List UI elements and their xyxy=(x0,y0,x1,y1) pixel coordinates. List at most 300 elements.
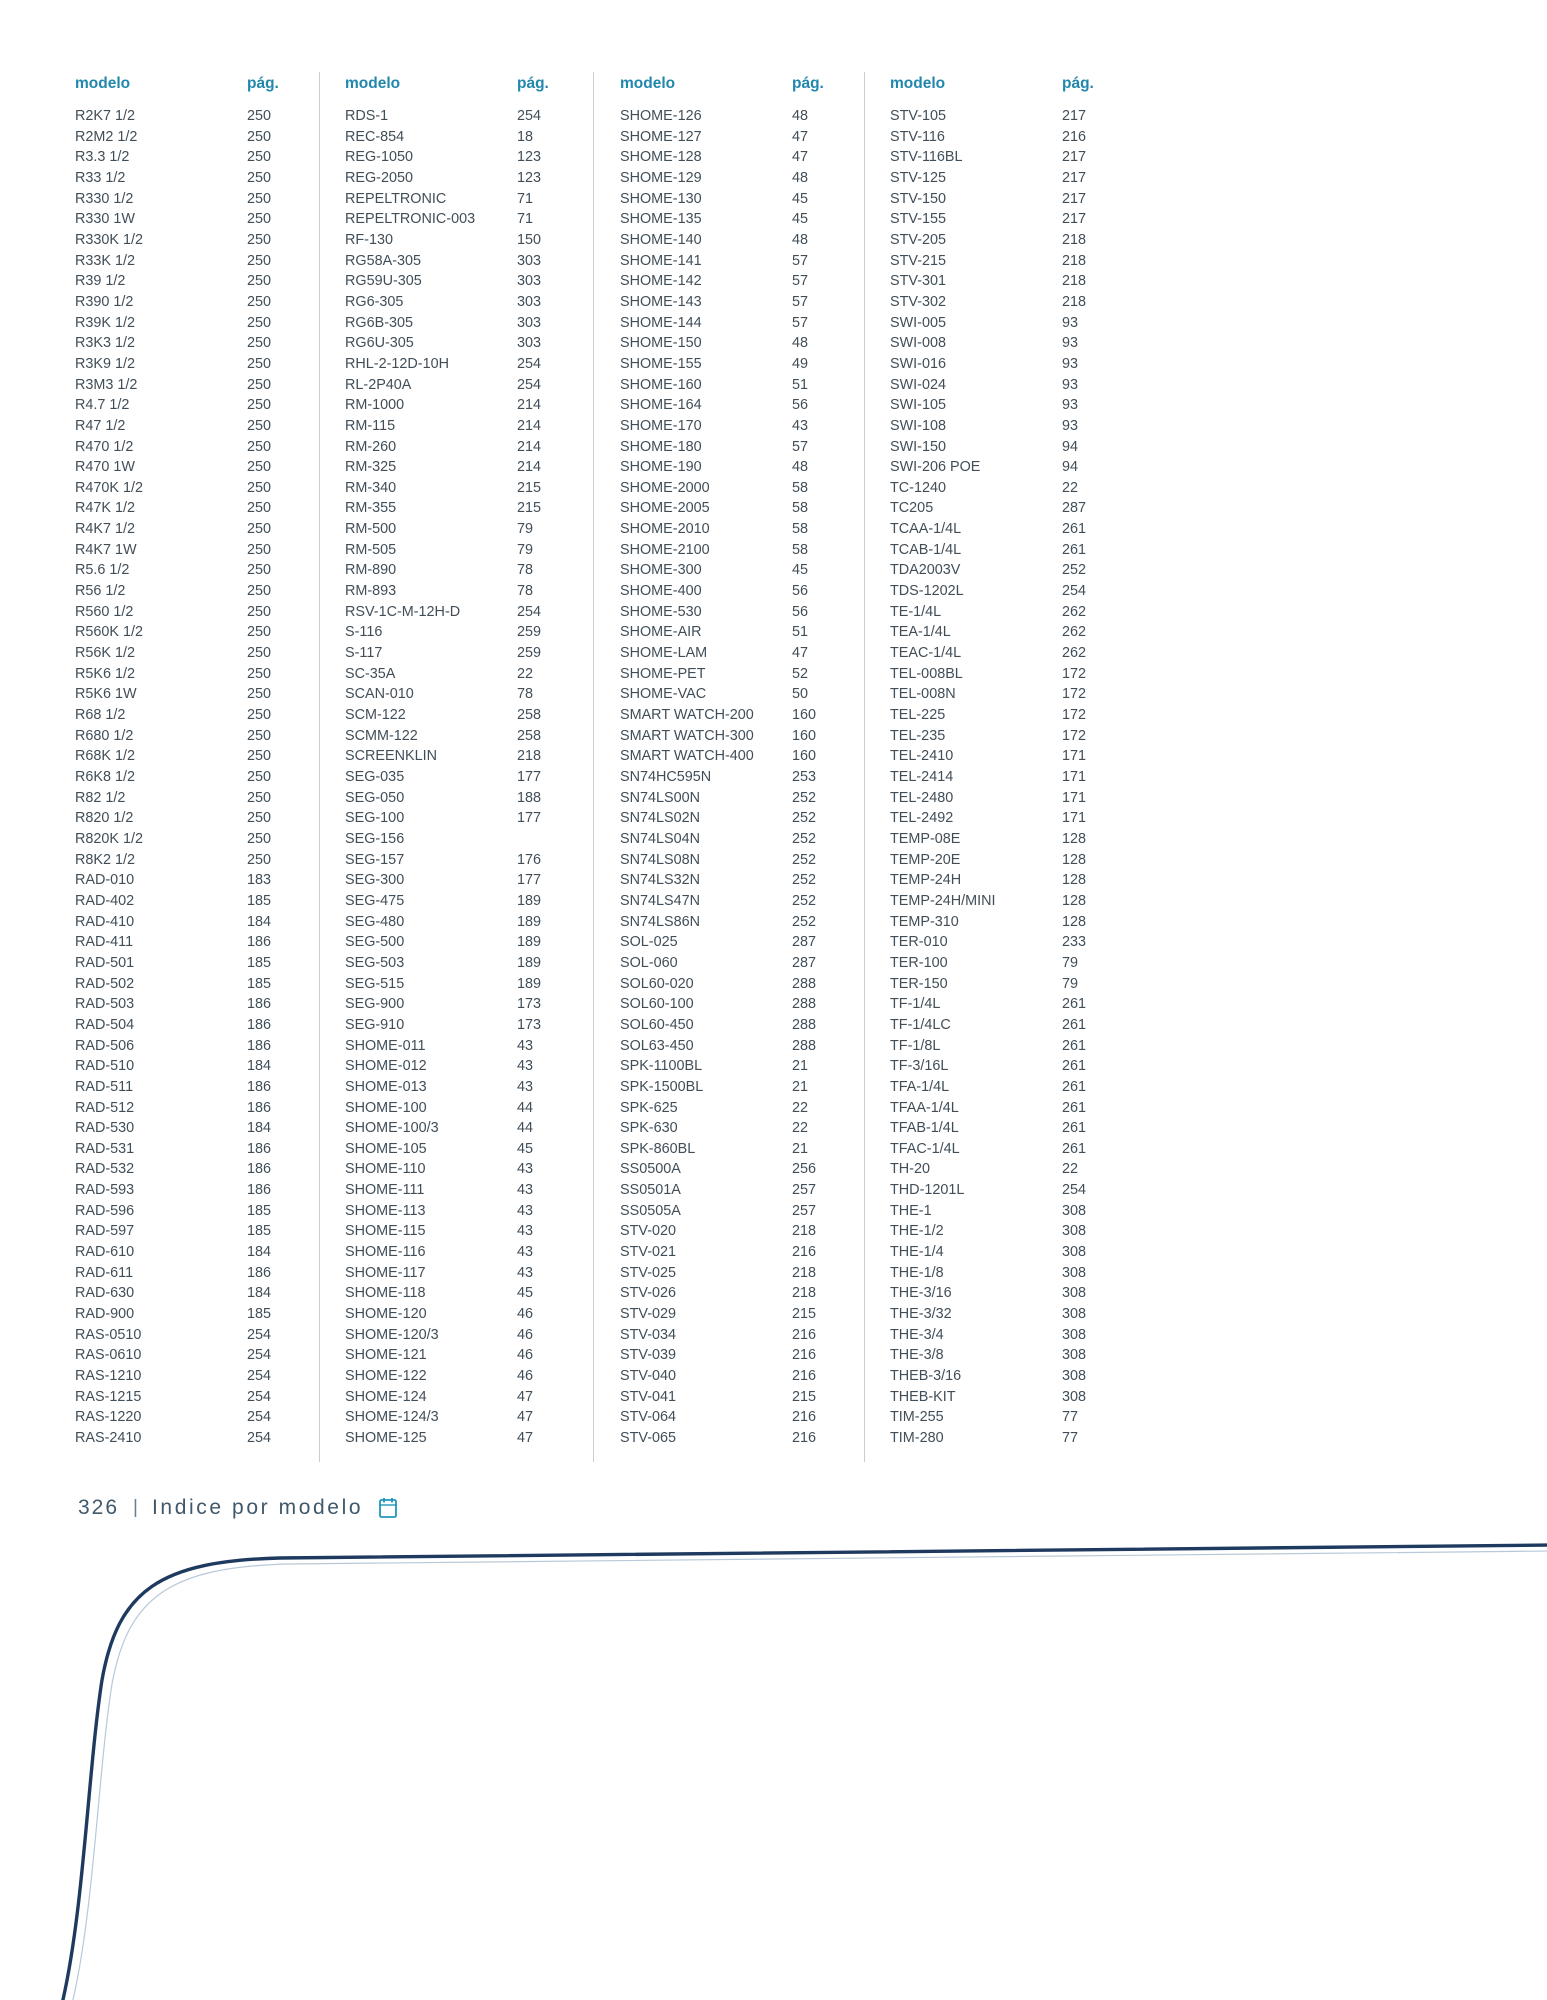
model-label: TEL-008N xyxy=(890,686,956,703)
page-ref: 250 xyxy=(247,645,272,662)
model-label: R470 1W xyxy=(75,459,135,476)
model-label: TF-1/8L xyxy=(890,1037,941,1054)
model-label: SEG-480 xyxy=(345,913,405,930)
index-row xyxy=(75,850,333,871)
model-label: RAD-512 xyxy=(75,1099,135,1116)
index-row xyxy=(620,684,878,705)
model-label: STV-065 xyxy=(620,1430,676,1446)
index-row xyxy=(345,705,603,726)
model-label: SC-35A xyxy=(345,665,396,682)
index-row xyxy=(345,560,603,581)
page-ref: 287 xyxy=(1062,500,1087,517)
index-row xyxy=(75,251,333,272)
model-label: R560K 1/2 xyxy=(75,624,144,641)
model-label: SWI-024 xyxy=(890,376,946,393)
model-label: RAD-597 xyxy=(75,1223,135,1240)
page-ref: 184 xyxy=(247,1285,272,1302)
model-label: SCMM-122 xyxy=(345,727,418,744)
model-label: SOL-060 xyxy=(620,954,678,971)
model-label: RAD-510 xyxy=(75,1058,135,1075)
page-ref: 173 xyxy=(517,996,542,1013)
model-label: R4.7 1/2 xyxy=(75,397,130,414)
model-label: SMART WATCH-400 xyxy=(620,748,754,765)
page-ref: 173 xyxy=(517,1016,542,1033)
index-row xyxy=(75,1242,333,1263)
page-ref: 218 xyxy=(1062,293,1087,310)
index-row xyxy=(345,912,603,933)
page-ref: 43 xyxy=(517,1264,534,1281)
header-modelo: modelo xyxy=(345,75,401,92)
page-ref: 250 xyxy=(247,541,272,558)
index-row xyxy=(345,292,603,313)
page-ref: 186 xyxy=(247,1264,272,1281)
model-label: R330 1/2 xyxy=(75,190,134,207)
index-book-icon xyxy=(377,1496,399,1520)
page-ref: 171 xyxy=(1062,810,1087,827)
page-ref: 288 xyxy=(792,996,817,1013)
page-ref: 214 xyxy=(517,417,542,434)
index-row xyxy=(345,457,603,478)
index-row xyxy=(75,684,333,705)
page-ref: 48 xyxy=(792,335,809,352)
model-label: R820K 1/2 xyxy=(75,830,144,847)
model-label: SCAN-010 xyxy=(345,686,414,703)
page-ref: 184 xyxy=(247,1244,272,1261)
model-label: R2K7 1/2 xyxy=(75,108,136,124)
model-label: SHOME-117 xyxy=(345,1264,426,1281)
index-row xyxy=(345,974,603,995)
index-rows xyxy=(620,106,878,1449)
model-label: SOL-025 xyxy=(620,934,678,951)
model-label: SS0505A xyxy=(620,1202,681,1219)
index-row xyxy=(890,932,1148,953)
page-ref: 18 xyxy=(517,128,534,145)
model-label: RG6-305 xyxy=(345,293,404,310)
page-ref: 308 xyxy=(1062,1285,1087,1302)
page-ref: 261 xyxy=(1062,1099,1087,1116)
index-row xyxy=(890,726,1148,747)
model-label: STV-116BL xyxy=(890,149,963,166)
index-row xyxy=(890,1180,1148,1201)
index-row xyxy=(75,808,333,829)
index-row xyxy=(75,643,333,664)
page-ref: 216 xyxy=(792,1326,817,1343)
header-pag: pág. xyxy=(1062,75,1094,92)
model-label: RG6B-305 xyxy=(345,314,413,331)
model-label: SHOME-2000 xyxy=(620,479,710,496)
page-ref: 308 xyxy=(1062,1388,1087,1405)
page-ref: 261 xyxy=(1062,1016,1087,1033)
index-row xyxy=(890,127,1148,148)
page-ref: 186 xyxy=(247,1140,272,1157)
model-label: RDS-1 xyxy=(345,108,389,124)
model-label: RAD-411 xyxy=(75,934,134,951)
model-label: RAD-502 xyxy=(75,975,135,992)
index-row xyxy=(620,395,878,416)
page-ref: 128 xyxy=(1062,872,1087,889)
page-ref: 150 xyxy=(517,231,542,248)
model-label: R3K3 1/2 xyxy=(75,335,136,352)
model-label: RAD-410 xyxy=(75,913,135,930)
page-ref: 250 xyxy=(247,769,272,785)
index-row xyxy=(345,230,603,251)
page-ref: 258 xyxy=(517,707,542,724)
model-label: R5K6 1/2 xyxy=(75,665,136,682)
model-label: SHOME-LAM xyxy=(620,645,708,662)
page-ref: 189 xyxy=(517,954,542,971)
page-ref: 57 xyxy=(792,438,809,455)
index-row xyxy=(890,1428,1148,1449)
index-row xyxy=(75,147,333,168)
page-ref: 93 xyxy=(1062,335,1079,352)
model-label: R3.3 1/2 xyxy=(75,149,130,166)
page-ref: 93 xyxy=(1062,397,1079,414)
model-label: SHOME-160 xyxy=(620,376,702,393)
page-ref: 215 xyxy=(517,500,542,517)
page-ref: 44 xyxy=(517,1120,534,1137)
page-ref: 288 xyxy=(792,1016,817,1033)
index-row xyxy=(75,457,333,478)
index-row xyxy=(620,498,878,519)
page-ref: 250 xyxy=(247,851,272,868)
index-row xyxy=(75,189,333,210)
model-label: R680 1/2 xyxy=(75,727,134,744)
model-label: RM-340 xyxy=(345,479,397,496)
index-row xyxy=(890,808,1148,829)
page-ref: 254 xyxy=(517,108,542,124)
index-row xyxy=(620,437,878,458)
model-label: TEMP-310 xyxy=(890,913,959,930)
page-ref: 218 xyxy=(792,1285,817,1302)
model-label: R820 1/2 xyxy=(75,810,134,827)
model-label: R2M2 1/2 xyxy=(75,128,138,145)
page-ref: 22 xyxy=(1062,1161,1079,1178)
page-ref: 250 xyxy=(247,355,272,372)
index-row xyxy=(890,953,1148,974)
index-row xyxy=(890,1221,1148,1242)
index-row xyxy=(890,643,1148,664)
model-label: STV-205 xyxy=(890,231,946,248)
model-label: TEL-2414 xyxy=(890,769,954,785)
page-ref: 254 xyxy=(247,1430,272,1446)
model-label: RAD-630 xyxy=(75,1285,135,1302)
index-row xyxy=(75,746,333,767)
model-label: RAS-2410 xyxy=(75,1430,142,1446)
model-label: TE-1/4L xyxy=(890,603,942,620)
model-label: TER-150 xyxy=(890,975,948,992)
index-row xyxy=(890,271,1148,292)
page-ref: 303 xyxy=(517,293,542,310)
page-ref: 250 xyxy=(247,252,272,269)
index-row xyxy=(345,1159,603,1180)
model-label: SHOME-AIR xyxy=(620,624,702,641)
index-column-4 xyxy=(890,74,1148,1449)
index-row xyxy=(345,1283,603,1304)
model-label: SHOME-164 xyxy=(620,397,702,414)
index-row xyxy=(620,1159,878,1180)
model-label: TEL-235 xyxy=(890,727,946,744)
index-row xyxy=(890,1263,1148,1284)
model-label: R6K8 1/2 xyxy=(75,769,136,785)
model-label: SEG-300 xyxy=(345,872,405,889)
index-row xyxy=(620,932,878,953)
page-ref: 58 xyxy=(792,521,809,538)
index-row xyxy=(345,602,603,623)
model-label: RAD-593 xyxy=(75,1182,135,1199)
index-row xyxy=(890,251,1148,272)
index-row xyxy=(345,953,603,974)
model-label: TDA2003V xyxy=(890,562,961,579)
index-row xyxy=(345,375,603,396)
index-row xyxy=(345,870,603,891)
index-row xyxy=(890,498,1148,519)
index-row xyxy=(75,1325,333,1346)
page-ref: 43 xyxy=(517,1161,534,1178)
model-label: S-117 xyxy=(345,645,383,662)
page-ref: 308 xyxy=(1062,1223,1087,1240)
index-row xyxy=(75,788,333,809)
page-ref: 218 xyxy=(1062,252,1087,269)
model-label: STV-125 xyxy=(890,169,946,186)
page-ref: 186 xyxy=(247,996,272,1013)
page-ref: 250 xyxy=(247,830,272,847)
page-ref: 171 xyxy=(1062,789,1087,806)
model-label: TEMP-08E xyxy=(890,830,961,847)
index-row xyxy=(345,932,603,953)
index-row xyxy=(620,602,878,623)
model-label: THE-1/4 xyxy=(890,1244,944,1261)
page-ref: 51 xyxy=(792,376,809,393)
index-row xyxy=(620,230,878,251)
index-row xyxy=(890,168,1148,189)
page-ref: 216 xyxy=(1062,128,1087,145)
index-row xyxy=(890,457,1148,478)
page-ref: 258 xyxy=(517,727,542,744)
page-ref: 250 xyxy=(247,624,272,641)
page-ref: 216 xyxy=(792,1244,817,1261)
page-ref: 250 xyxy=(247,128,272,145)
index-row xyxy=(75,602,333,623)
index-row xyxy=(890,560,1148,581)
page-ref: 253 xyxy=(792,769,817,785)
index-row xyxy=(75,726,333,747)
page-ref: 189 xyxy=(517,913,542,930)
model-label: R68 1/2 xyxy=(75,707,126,724)
model-label: SHOME-127 xyxy=(620,128,702,145)
header-pag: pág. xyxy=(247,75,279,92)
model-label: STV-034 xyxy=(620,1326,676,1343)
page-ref: 288 xyxy=(792,975,817,992)
index-row xyxy=(75,1263,333,1284)
index-row xyxy=(345,147,603,168)
page-ref: 186 xyxy=(247,934,272,951)
index-row xyxy=(620,1139,878,1160)
page-ref: 186 xyxy=(247,1099,272,1116)
index-row xyxy=(345,1056,603,1077)
page-ref: 250 xyxy=(247,562,272,579)
index-row xyxy=(620,519,878,540)
index-row xyxy=(620,581,878,602)
page-ref: 58 xyxy=(792,500,809,517)
page-ref: 78 xyxy=(517,562,534,579)
index-row xyxy=(75,168,333,189)
index-row xyxy=(890,602,1148,623)
model-label: THE-3/32 xyxy=(890,1306,952,1323)
index-row xyxy=(890,788,1148,809)
page-ref: 189 xyxy=(517,975,542,992)
index-row xyxy=(890,1345,1148,1366)
model-label: TF-1/4LC xyxy=(890,1016,951,1033)
model-label: R390 1/2 xyxy=(75,293,134,310)
model-label: TIM-280 xyxy=(890,1430,944,1446)
index-row xyxy=(620,994,878,1015)
model-label: SN74LS47N xyxy=(620,892,700,909)
model-label: SHOME-180 xyxy=(620,438,702,455)
page-ref: 308 xyxy=(1062,1306,1087,1323)
page-ref: 172 xyxy=(1062,707,1087,724)
model-label: SHOME-118 xyxy=(345,1285,426,1302)
model-label: SHOME-170 xyxy=(620,417,702,434)
index-row xyxy=(620,375,878,396)
model-label: SPK-1100BL xyxy=(620,1058,703,1075)
page-ref: 56 xyxy=(792,603,809,620)
page-ref: 308 xyxy=(1062,1202,1087,1219)
index-row xyxy=(75,581,333,602)
model-label: TFA-1/4L xyxy=(890,1078,950,1095)
page-ref: 252 xyxy=(792,810,817,827)
model-label: REPELTRONIC-003 xyxy=(345,211,476,228)
index-row xyxy=(890,437,1148,458)
model-label: THE-1/8 xyxy=(890,1264,944,1281)
index-row xyxy=(620,271,878,292)
index-row xyxy=(75,1180,333,1201)
index-row xyxy=(890,478,1148,499)
model-label: SN74LS00N xyxy=(620,789,700,806)
index-row xyxy=(620,251,878,272)
model-label: SHOME-135 xyxy=(620,211,702,228)
page-ref: 233 xyxy=(1062,934,1087,951)
index-row xyxy=(620,560,878,581)
page-ref: 172 xyxy=(1062,686,1087,703)
index-row xyxy=(890,829,1148,850)
model-label: TF-3/16L xyxy=(890,1058,949,1075)
model-label: RM-325 xyxy=(345,459,397,476)
model-label: SHOME-2010 xyxy=(620,521,710,538)
index-row xyxy=(75,870,333,891)
model-label: SHOME-115 xyxy=(345,1223,426,1240)
model-label: SHOME-155 xyxy=(620,355,702,372)
page-ref: 261 xyxy=(1062,1120,1087,1137)
model-label: SN74LS86N xyxy=(620,913,700,930)
page-ref: 250 xyxy=(247,169,272,186)
index-row xyxy=(890,1304,1148,1325)
index-row xyxy=(75,767,333,788)
page-ref: 57 xyxy=(792,273,809,290)
index-row xyxy=(890,891,1148,912)
model-label: RM-505 xyxy=(345,541,397,558)
index-row xyxy=(620,767,878,788)
model-label: SN74LS32N xyxy=(620,872,700,889)
page-ref: 128 xyxy=(1062,892,1087,909)
index-row xyxy=(620,292,878,313)
index-row xyxy=(75,519,333,540)
page-ref: 218 xyxy=(1062,231,1087,248)
model-label: SHOME-129 xyxy=(620,169,702,186)
model-label: TEL-225 xyxy=(890,707,946,724)
model-label: TER-010 xyxy=(890,934,948,951)
index-row xyxy=(345,829,603,850)
page-ref: 308 xyxy=(1062,1264,1087,1281)
model-label: SEG-900 xyxy=(345,996,405,1013)
index-row xyxy=(75,974,333,995)
page-ref: 254 xyxy=(517,376,542,393)
model-label: SHOME-140 xyxy=(620,231,702,248)
page-ref: 216 xyxy=(792,1430,817,1446)
model-label: SHOME-122 xyxy=(345,1368,427,1385)
page-ref: 46 xyxy=(517,1326,534,1343)
index-row xyxy=(620,127,878,148)
model-label: SOL60-100 xyxy=(620,996,694,1013)
index-row xyxy=(890,147,1148,168)
model-label: S-116 xyxy=(345,624,383,641)
model-label: SHOME-105 xyxy=(345,1140,427,1157)
model-label: SPK-625 xyxy=(620,1099,678,1116)
index-row xyxy=(890,1283,1148,1304)
index-row xyxy=(620,705,878,726)
index-row xyxy=(75,540,333,561)
index-row xyxy=(75,1304,333,1325)
page-ref: 184 xyxy=(247,1120,272,1137)
index-row xyxy=(75,1428,333,1449)
model-label: SCREENKLIN xyxy=(345,748,437,765)
page-ref: 250 xyxy=(247,727,272,744)
model-label: RAS-1220 xyxy=(75,1409,142,1426)
model-label: R47K 1/2 xyxy=(75,500,136,517)
index-row xyxy=(620,1180,878,1201)
index-row xyxy=(345,1428,603,1449)
index-row xyxy=(890,333,1148,354)
page-ref: 308 xyxy=(1062,1368,1087,1385)
page-ref: 250 xyxy=(247,665,272,682)
index-row xyxy=(75,1201,333,1222)
page-ref: 218 xyxy=(792,1223,817,1240)
page-ref: 256 xyxy=(792,1161,817,1178)
index-row xyxy=(620,870,878,891)
page-ref: 171 xyxy=(1062,769,1087,785)
page-ref: 43 xyxy=(517,1037,534,1054)
page-ref: 254 xyxy=(517,355,542,372)
index-row xyxy=(345,1118,603,1139)
index-row xyxy=(620,209,878,230)
index-row xyxy=(345,127,603,148)
page-ref: 22 xyxy=(792,1120,809,1137)
index-row xyxy=(890,209,1148,230)
footer-separator: | xyxy=(133,1497,138,1518)
model-label: TEL-008BL xyxy=(890,665,963,682)
model-label: R3K9 1/2 xyxy=(75,355,136,372)
model-label: THE-3/4 xyxy=(890,1326,944,1343)
page-ref: 185 xyxy=(247,954,272,971)
page-ref: 186 xyxy=(247,1161,272,1178)
model-label: THEB-KIT xyxy=(890,1388,956,1405)
index-row xyxy=(345,1221,603,1242)
index-row xyxy=(890,850,1148,871)
index-row xyxy=(75,1407,333,1428)
index-row xyxy=(620,540,878,561)
model-label: REG-2050 xyxy=(345,169,413,186)
model-label: STV-029 xyxy=(620,1306,676,1323)
index-row xyxy=(620,1118,878,1139)
